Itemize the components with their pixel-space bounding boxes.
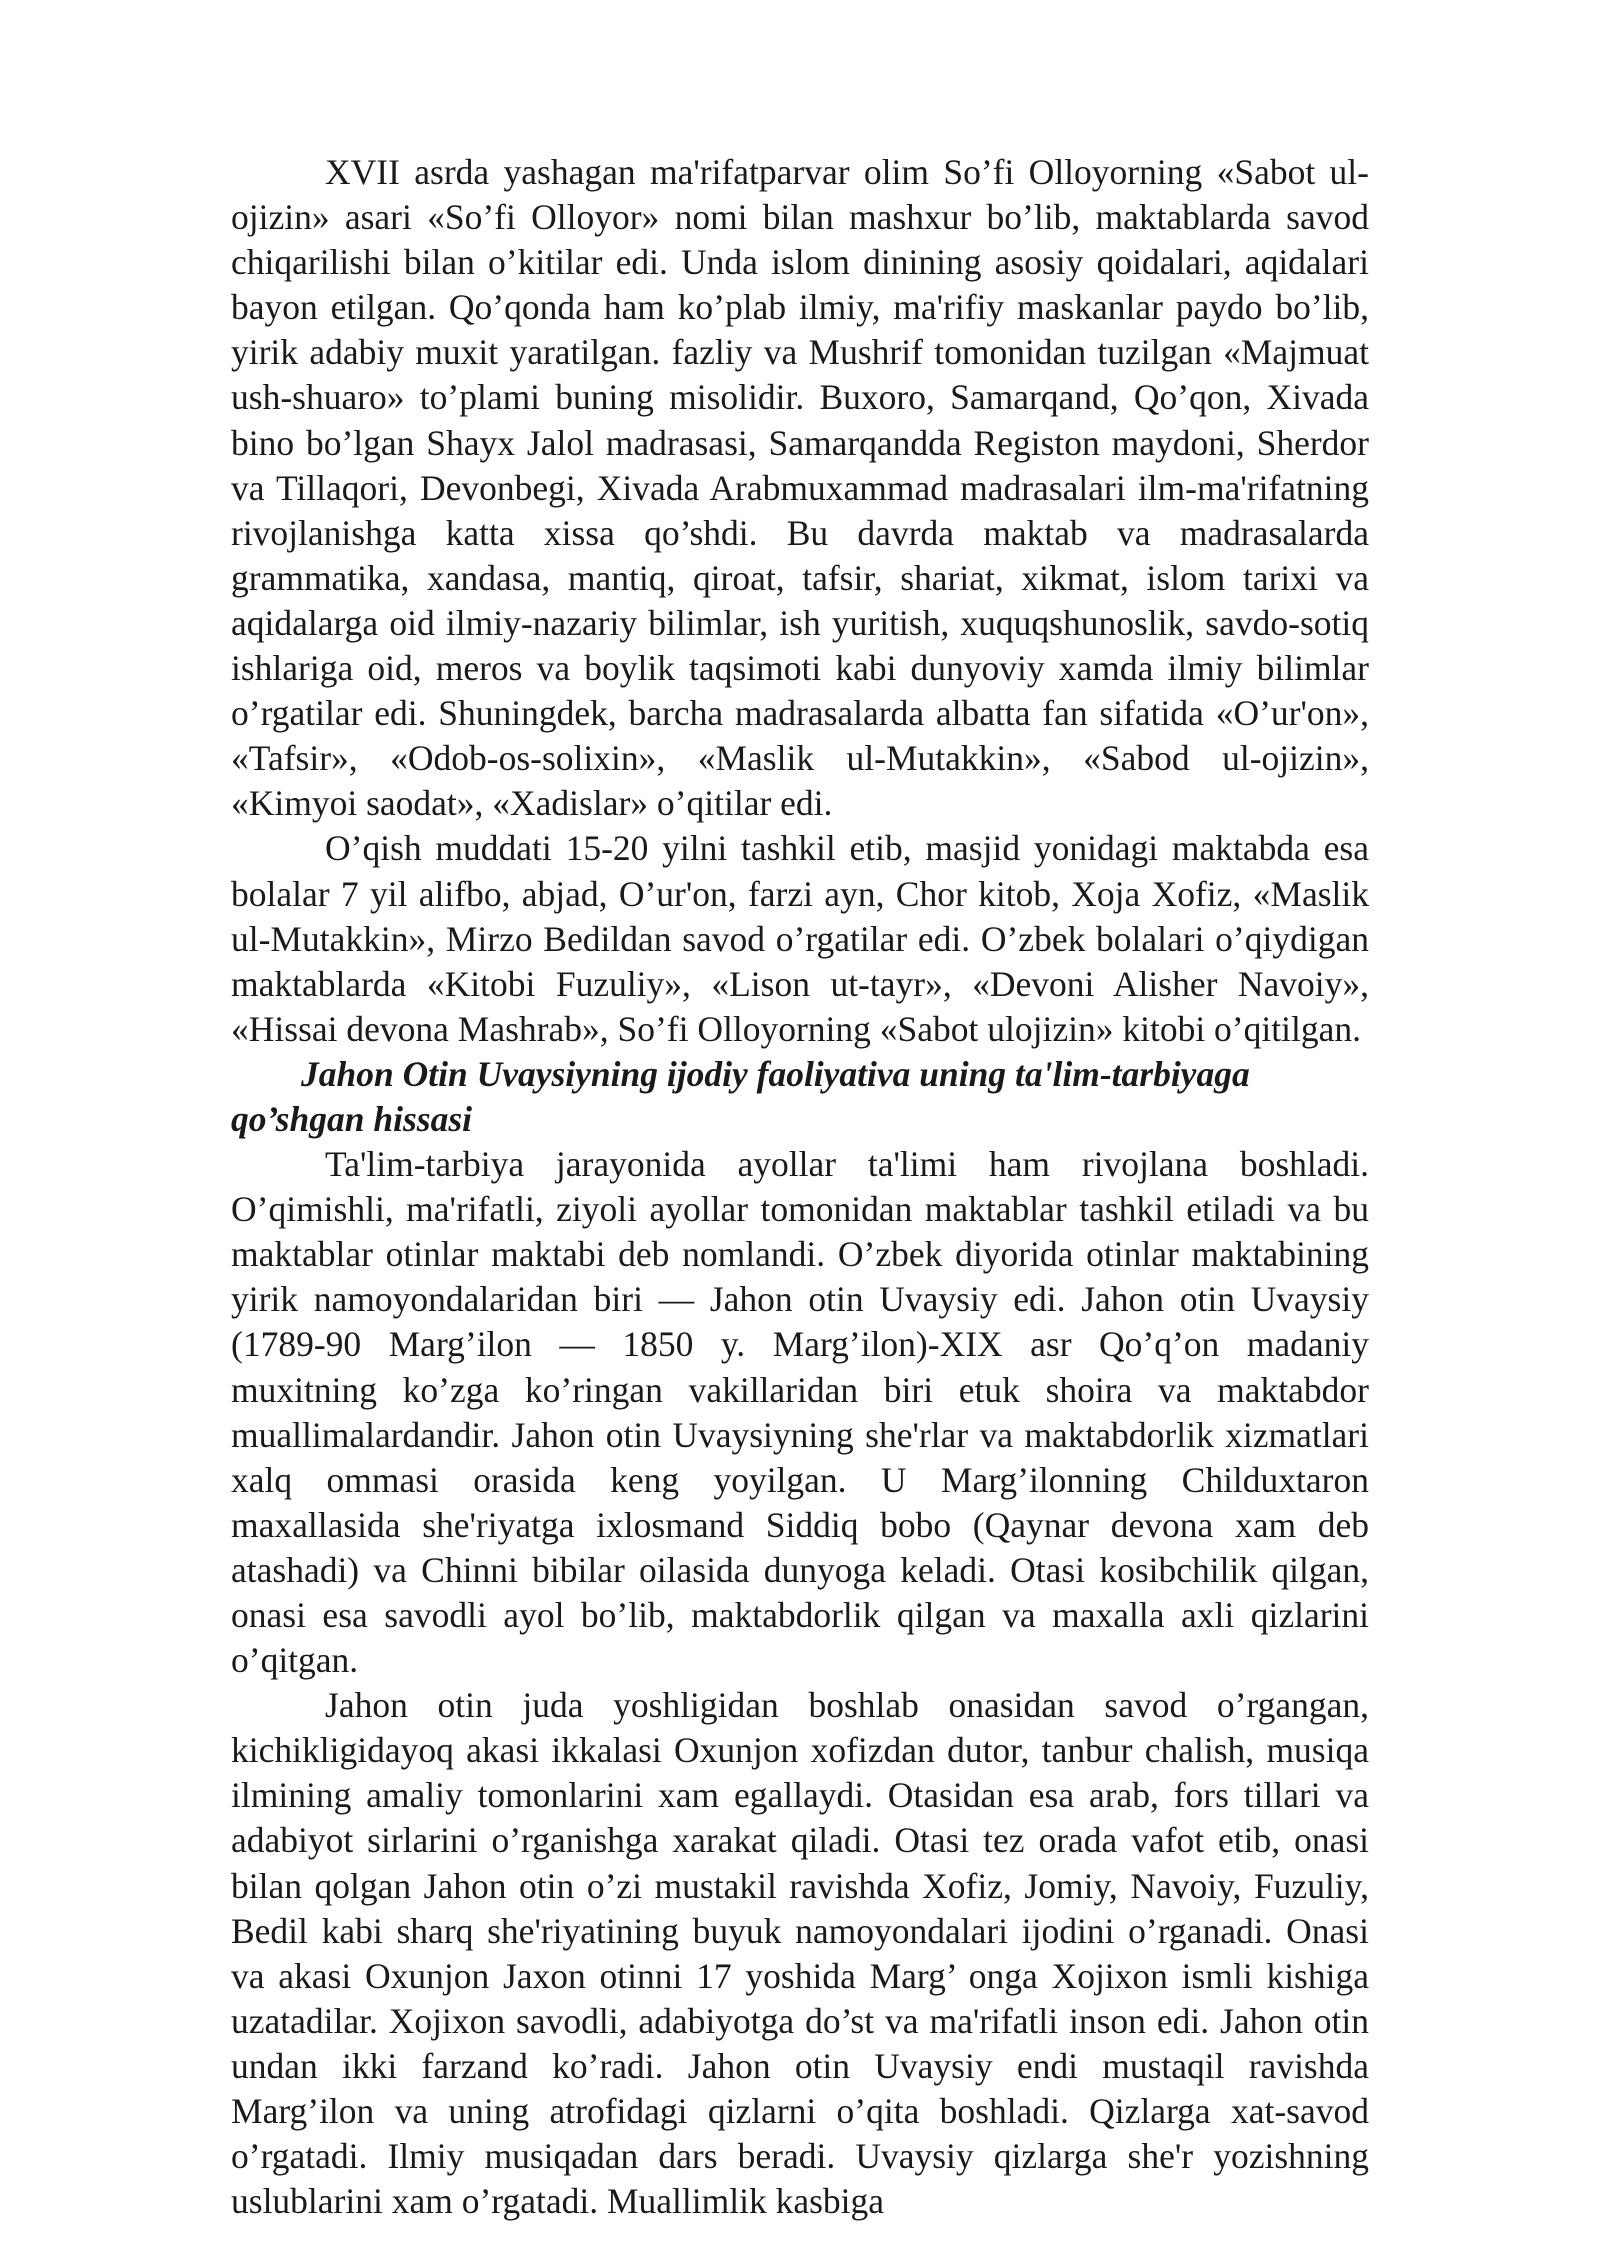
paragraph-study-duration: O’qish muddati 15-20 yilni tashkil etib, masjid yonidagi maktabda esa bolalar 7 yil alifbo, abjad, O’ur'on, farzi ayn, Chor kitob, Xoja Xofiz, «Maslik ul-Mutakkin», Mirzo Bedildan savod o’rgatilar edi. O’zbek bolalari o’qiydigan maktablarda «Kitobi Fuzuliy», «Lison ut-tayr», «Devoni Alisher Navoiy», «Hissai devona Mashrab», So’fi Olloyorning «Sabot ulojizin» kitobi o’qitilgan.: [231, 828, 1369, 1049]
paragraph-jahon-otin-youth: Jahon otin juda yoshligidan boshlab onasidan savod o’rgangan, kichikligidayoq akasi ikkalasi Oxunjon xofizdan dutor, tanbur chalish, musiqa ilmining amaliy tomonlarini xam egallaydi. Otasidan esa arab, fors tillari va adabiyot sirlarini o’rganishga xarakat qiladi. Otasi tez orada vafot etib, onasi bilan qolgan Jahon otin o’zi mustakil ravishda Xofiz, Jomiy, Navoiy, Fuzuliy, Bedil kabi sharq she'riyatining buyuk namoyondalari ijodini o’rganadi. Onasi va akasi Oxunjon Jaxon otinni 17 yoshida Marg’ onga Xojixon ismli kishiga uzatadilar. Xojixon savodli, adabiyotga do’st va ma'rifatli inson edi. Jahon otin undan ikki farzand ko’radi. Jahon otin Uvaysiy endi mustaqil ravishda Marg’ilon va uning atrofidagi qizlarni o’qita boshladi. Qizlarga xat-savod o’rgatadi. Ilmiy musiqadan dars beradi. Uvaysiy qizlarga she'r yozishning uslublarini xam o’rgatadi. Muallimlik kasbiga: [231, 1685, 1369, 2222]
section-heading: Jahon Otin Uvaysiyning ijodiy faoliyativa uning ta'lim-tarbiyaga qo’shgan hissasi: [231, 1053, 1250, 1139]
document-page: [231, 150, 1369, 2224]
paragraph-women-education: Ta'lim-tarbiya jarayonida ayollar ta'limi ham rivojlana boshladi. O’qimishli, ma'rifatli, ziyoli ayollar tomonidan maktablar tashkil etiladi va bu maktablar otinlar maktabi deb nomlandi. O’zbek diyorida otinlar maktabining yirik namoyondalaridan biri — Jahon otin Uvaysiy edi. Jahon otin Uvaysiy (1789-90 Marg’ilon — 1850 y. Marg’ilon)-XIX asr Qo’q’on madaniy muxitning ko’zga ko’ringan vakillaridan biri etuk shoira va maktabdor muallimalardandir. Jahon otin Uvaysiyning she'rlar va maktabdorlik xizmatlari xalq ommasi orasida keng yoyilgan. U Marg’ilonning Childuxtaron maxallasida she'riyatga ixlosmand Siddiq bobo (Qaynar devona xam deb atashadi) va Chinni bibilar oilasida dunyoga keladi. Otasi kosibchilik qilgan, onasi esa savodli ayol bo’lib, maktabdorlik qilgan va maxalla axli qizlarini o’qitgan.: [231, 1144, 1369, 1681]
paragraph-sofi-olloyor: XVII asrda yashagan ma'rifatparvar olim So’fi Olloyorning «Sabot ul-ojizin» asari «So’fi Olloyor» nomi bilan mashxur bo’lib, maktablarda savod chiqarilishi bilan o’kitilar edi. Unda islom dinining asosiy qoidalari, aqidalari bayon etilgan. Qo’qonda ham ko’plab ilmiy, ma'rifiy maskanlar paydo bo’lib, yirik adabiy muxit yaratilgan. fazliy va Mushrif tomonidan tuzilgan «Majmuat ush-shuaro» to’plami buning misolidir. Buxoro, Samarqand, Qo’qon, Xivada bino bo’lgan Shayx Jalol madrasasi, Samarqandda Registon maydoni, Sherdor va Tillaqori, Devonbegi, Xivada Arabmuxammad madrasalari ilm-ma'rifatning rivojlanishga katta xissa qo’shdi. Bu davrda maktab va madrasalarda grammatika, xandasa, mantiq, qiroat, tafsir, shariat, xikmat, islom tarixi va aqidalarga oid ilmiy-nazariy bilimlar, ish yuritish, xuquqshunoslik, savdo-sotiq ishlariga oid, meros va boylik taqsimoti kabi dunyoviy xamda ilmiy bilimlar o’rgatilar edi. Shuningdek, barcha madrasalarda albatta fan sifatida «O’ur'on», «Tafsir», «Odob-os-solixin», «Maslik ul-Mutakkin», «Sabod ul-ojizin», «Kimyoi saodat», «Xadislar» o’qitilar edi.: [231, 152, 1369, 824]
